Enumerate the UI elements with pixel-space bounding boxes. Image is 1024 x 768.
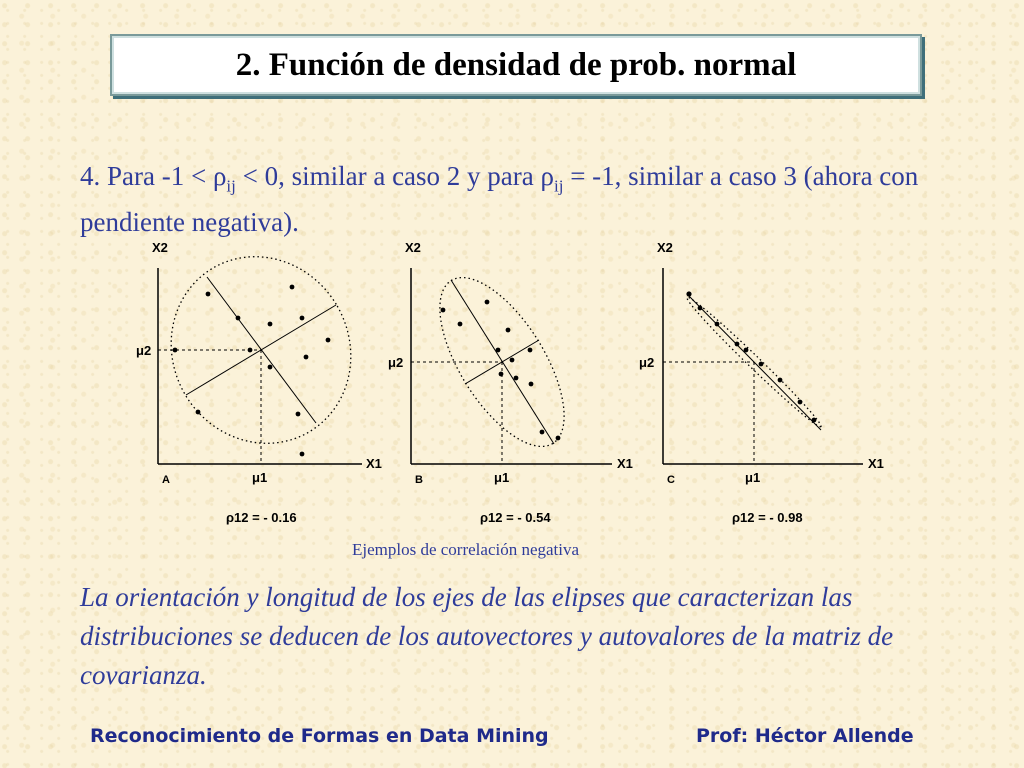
panel-a-x-label: X1	[366, 456, 382, 471]
panel-c-letter: C	[667, 474, 675, 486]
panel-c-rho: ρ12 = - 0.98	[732, 510, 803, 525]
panel-c	[639, 240, 884, 525]
panel-a-mu1-label: μ1	[252, 470, 268, 485]
panel-b-rho: ρ12 = - 0.54	[480, 510, 551, 525]
remark-paragraph: La orientación y longitud de los ejes de las elipses que caracterizan las distribuciones se deducen de los autovectores y autovalores de la matriz de covarianza.	[80, 582, 894, 690]
footer-course: Reconocimiento de Formas en Data Mining	[90, 725, 549, 747]
panel-a-ellipse	[137, 232, 384, 476]
para-text-1: 4. Para -1 < ρ	[80, 161, 227, 191]
panel-a-mu2-label: μ2	[136, 343, 152, 358]
panel-a-rho: ρ12 = - 0.16	[226, 510, 297, 525]
panel-b	[388, 240, 633, 525]
panel-c-y-label: X2	[657, 240, 673, 255]
panel-c-x-label: X1	[868, 456, 884, 471]
figure-caption: Ejemplos de correlación negativa	[352, 540, 580, 559]
panel-c-mu1-label: μ1	[745, 470, 761, 485]
panel-a	[136, 232, 385, 525]
panel-b-letter: B	[415, 474, 423, 486]
para-text-2: < 0, similar a caso 2 y para ρ	[235, 161, 554, 191]
panel-a-letter: A	[162, 474, 170, 486]
para-text-3: = -1, similar a caso 3 (ahora con pendiente negativa).	[80, 161, 919, 238]
panel-c-points	[686, 291, 816, 422]
slide-title: 2. Función de densidad de prob. normal	[235, 46, 797, 83]
body-paragraph	[80, 158, 940, 241]
para-sub-2: ij	[553, 176, 564, 196]
panel-b-y-label: X2	[405, 240, 421, 255]
title-box	[110, 34, 922, 96]
panel-c-mu2-label: μ2	[639, 355, 655, 370]
panel-a-points	[173, 285, 331, 457]
panel-b-points	[441, 300, 561, 441]
correlation-figure	[120, 232, 900, 532]
para-sub-1: ij	[226, 176, 236, 196]
footer-author: Prof: Héctor Allende	[696, 725, 914, 747]
panel-b-mu1-label: μ1	[494, 470, 510, 485]
correlation-diagram	[120, 232, 900, 532]
panel-a-y-label: X2	[152, 240, 168, 255]
panel-b-x-label: X1	[617, 456, 633, 471]
panel-b-mu2-label: μ2	[388, 355, 404, 370]
